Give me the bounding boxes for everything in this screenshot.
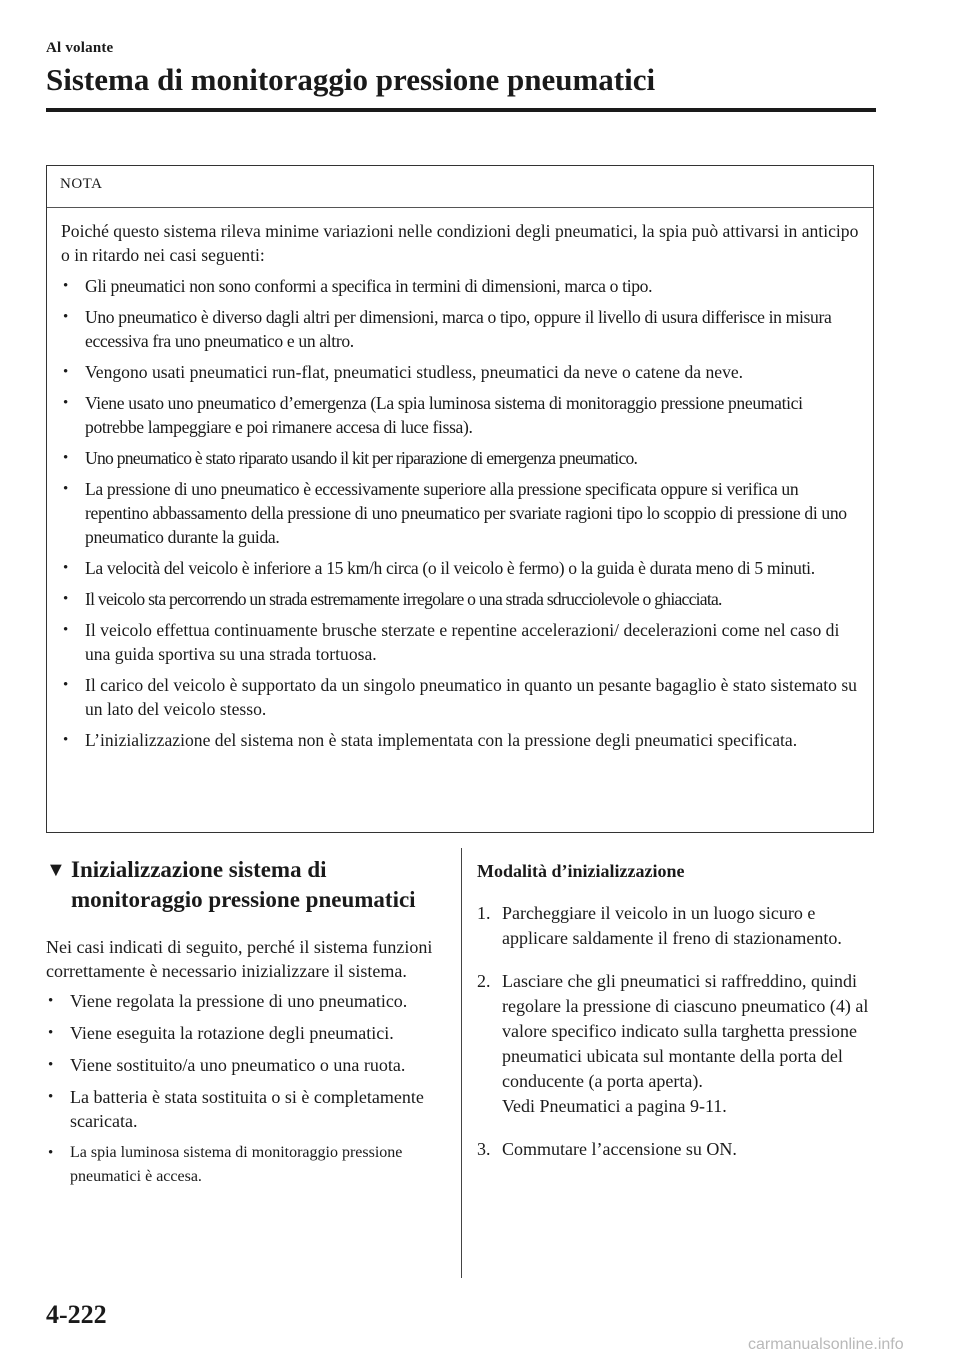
- title-rule: [46, 108, 876, 112]
- list-item: • Viene eseguita la rotazione degli pneumatici.: [48, 1023, 394, 1043]
- bullet-icon: •: [48, 1057, 54, 1073]
- list-item: • L’inizializzazione del sistema non è stata implementata con la pressione degli pneumatici specificata.: [63, 730, 798, 750]
- watermark: carmanualsonline.info: [748, 1336, 904, 1353]
- note-body: [47, 208, 873, 752]
- bullet-icon: •: [63, 591, 68, 607]
- list-item: • Il veicolo effettua continuamente brusche sterzate e repentine accelerazioni/ decelerazioni come nel caso di una guida sportiva su una strada tortuosa.: [63, 620, 840, 664]
- list-item: • Viene usato uno pneumatico d’emergenza (La spia luminosa sistema di monitoraggio pressione pneumatici potrebbe lampeggiare e poi rimanere accesa di luce fissa).: [63, 393, 803, 437]
- bullet-icon: •: [63, 278, 68, 294]
- step-item: 1. Parcheggiare il veicolo in un luogo sicuro e applicare saldamente il freno di stazionamento.: [477, 903, 842, 948]
- list-item: • Vengono usati pneumatici run-flat, pneumatici studless, pneumatici da neve o catene da neve.: [63, 362, 744, 382]
- bullet-icon: •: [48, 1089, 54, 1105]
- list-item: • La velocità del veicolo è inferiore a 15 km/h circa (o il veicolo è fermo) o la guida è durata meno di 5 minuti.: [63, 558, 815, 578]
- procedure-heading: Modalità d’inizializzazione: [477, 861, 685, 881]
- init-heading: ▼ Inizializzazione sistema di monitoraggio pressione pneumatici: [46, 857, 416, 912]
- step-item: 2. Lasciare che gli pneumatici si raffreddino, quindi regolare la pressione di ciascuno pneumatico (4) al valore specifico indicato sulla targhetta pressione pneumatici ubicata sul montante della porta del conducente (a porta aperta). Vedi Pneumatici a pagina 9-11.: [477, 971, 869, 1116]
- list-item: • Uno pneumatico è diverso dagli altri per dimensioni, marca o tipo, oppure il livello di usura differisce in misura eccessiva fra uno pneumatico e un altro.: [63, 307, 832, 351]
- list-item: • Il carico del veicolo è supportato da un singolo pneumatico in quanto un pesante bagaglio è stato sistemato su un lato del veicolo stesso.: [63, 675, 857, 719]
- note-list: [61, 274, 861, 752]
- page-title: Sistema di monitoraggio pressione pneumatici: [46, 62, 656, 97]
- bullet-icon: •: [63, 309, 68, 325]
- page-number: 4-222: [46, 1300, 107, 1329]
- section-label: Al volante: [46, 40, 114, 56]
- list-item: • Il veicolo sta percorrendo un strada estremamente irregolare o una strada sdrucciolevole o ghiacciata.: [63, 589, 722, 609]
- list-item: • Viene sostituito/a uno pneumatico o una ruota.: [48, 1055, 406, 1075]
- bullet-icon: •: [48, 1025, 54, 1041]
- init-column: [46, 855, 446, 1197]
- note-label: NOTA: [47, 166, 873, 208]
- bullet-icon: •: [63, 732, 69, 748]
- procedure-steps: [477, 901, 877, 1162]
- list-item: • Gli pneumatici non sono conformi a specifica in termini di dimensioni, marca o tipo.: [63, 276, 653, 296]
- column-divider: [461, 848, 462, 1278]
- list-item: • Uno pneumatico è stato riparato usando il kit per riparazione di emergenza pneumatico.: [63, 448, 638, 468]
- triangle-down-icon: ▼: [46, 859, 66, 881]
- bullet-icon: •: [63, 622, 69, 638]
- list-item: • Viene regolata la pressione di uno pneumatico.: [48, 991, 408, 1011]
- bullet-icon: •: [63, 395, 68, 411]
- list-item: • La pressione di uno pneumatico è eccessivamente superiore alla pressione specificata oppure si verifica un repentino abbassamento della pressione di uno pneumatico per svariate ragioni tipo lo scoppio di pressione di uno pneumatico durante la guida.: [63, 479, 847, 547]
- bullet-icon: •: [63, 364, 69, 380]
- bullet-icon: •: [48, 1145, 54, 1161]
- page-reference: Vedi Pneumatici a pagina 9-11.: [502, 1096, 727, 1116]
- bullet-icon: •: [63, 450, 68, 466]
- init-list: [46, 989, 446, 1189]
- note-intro: Poiché questo sistema rileva minime variazioni nelle condizioni degli pneumatici, la spia può attivarsi in anticipo o in ritardo nei casi seguenti:: [61, 221, 859, 265]
- step-item: 3. Commutare l’accensione su ON.: [477, 1139, 737, 1159]
- bullet-icon: •: [48, 993, 54, 1009]
- init-intro: Nei casi indicati di seguito, perché il sistema funzioni correttamente è necessario inizializzare il sistema.: [46, 937, 433, 981]
- bullet-icon: •: [63, 481, 68, 497]
- bullet-icon: •: [63, 560, 68, 576]
- note-box: [46, 165, 874, 833]
- list-item: • La batteria è stata sostituita o si è completamente scaricata.: [48, 1087, 424, 1131]
- bullet-icon: •: [63, 677, 69, 693]
- procedure-column: [477, 855, 877, 1180]
- list-item: • La spia luminosa sistema di monitoraggio pressione pneumatici è accesa.: [46, 1141, 446, 1189]
